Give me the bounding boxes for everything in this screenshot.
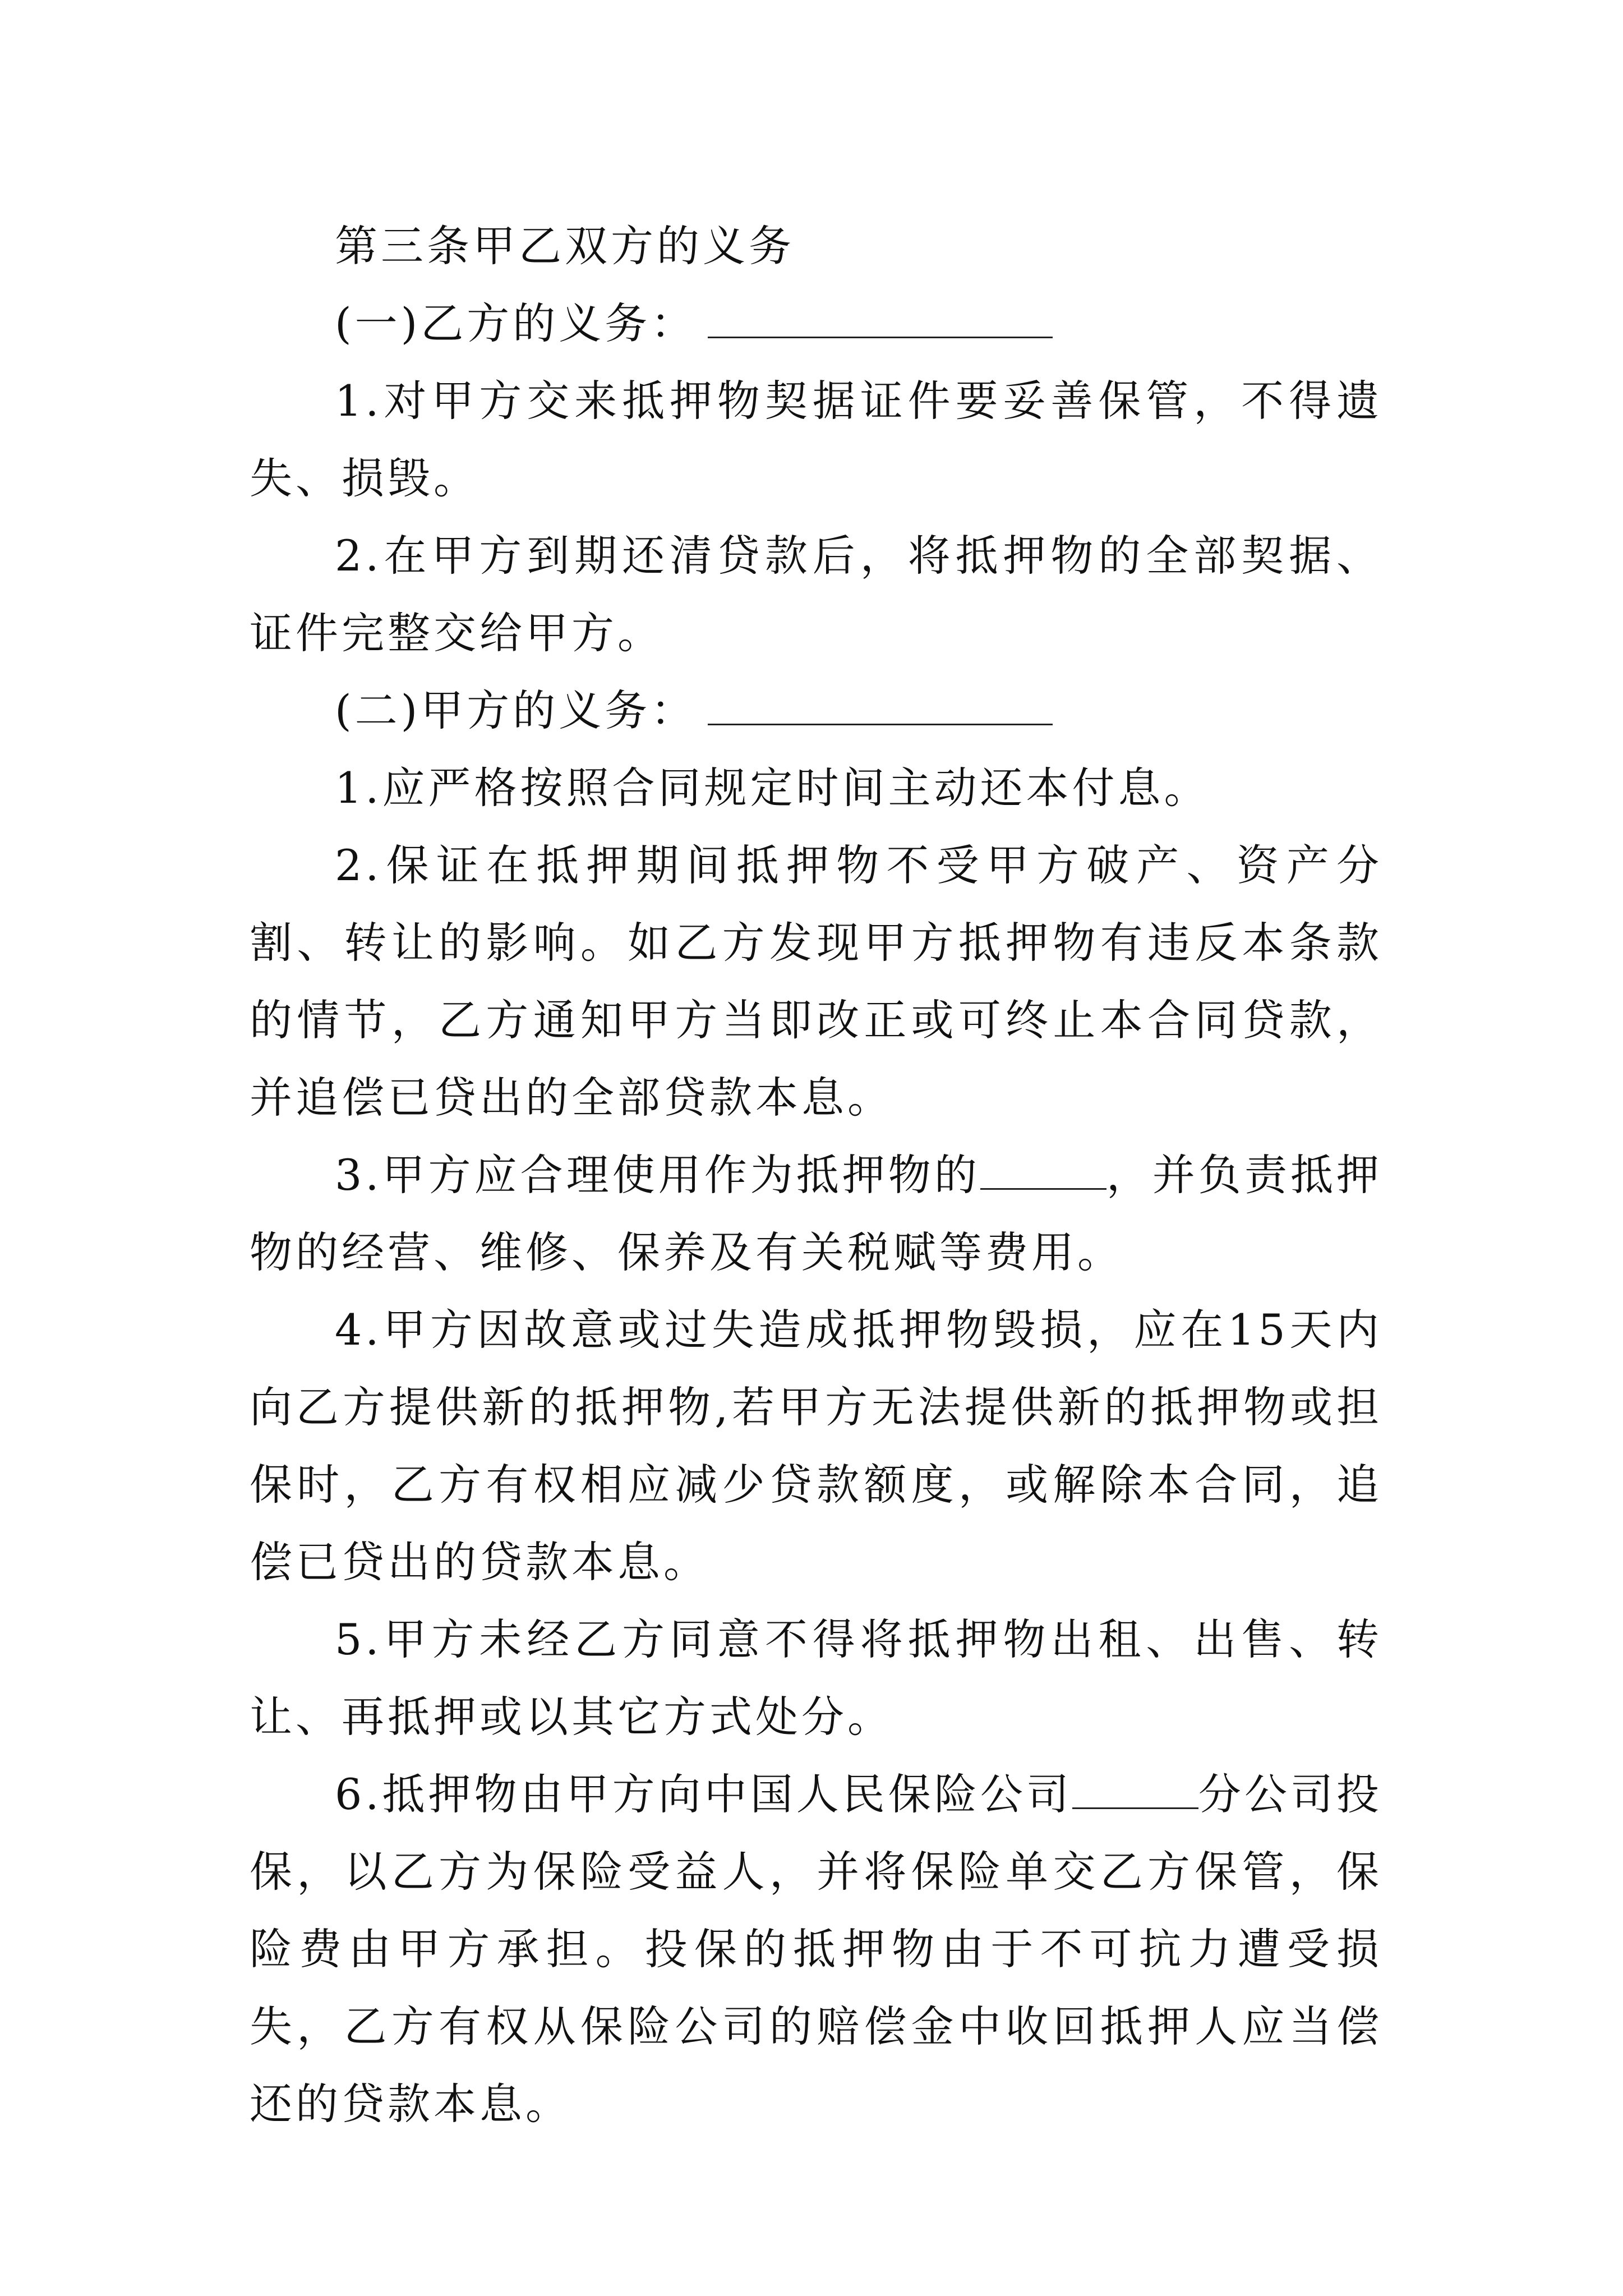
article-heading [250,208,1382,285]
party-b-obligation-1 [250,362,1382,517]
article-heading-text: 第三条甲乙双方的义务 [335,221,795,271]
fill-in-blank [980,1153,1106,1190]
party-a-obligation-6-text-end: 分公司投保，以乙方为保险受益人，并将保险单交乙方保管，保险费由甲方承担。投保的抵押物由于不可抗力遭受损失，乙方有权从保险公司的赔偿金中收回抵押人应当偿还的贷款本息。 [250,1769,1383,2129]
section-title-party-b-text: (一)乙方的义务： [335,298,697,348]
fill-in-blank [708,689,1053,725]
party-a-obligation-1-text: 1.应严格按照合同规定时间主动还本付息。 [335,763,1210,813]
party-a-obligation-6 [250,1756,1382,2143]
section-title-party-a-text: (二)甲方的义务： [335,685,697,735]
fill-in-blank [708,302,1053,338]
fill-in-blank [1072,1773,1198,1809]
section-title-party-a [250,672,1382,749]
party-a-obligation-2 [250,827,1382,1137]
party-a-obligation-6-text-start: 6.抵押物由甲方向中国人民保险公司 [335,1769,1072,1819]
document-body [250,208,1382,2143]
party-a-obligation-1 [250,749,1382,827]
party-a-obligation-5 [250,1601,1382,1756]
party-a-obligation-4-text: 4.甲方因故意或过失造成抵押物毁损，应在15天内向乙方提供新的抵押物,若甲方无法提供新的抵押物或担保时，乙方有权相应减少贷款额度，或解除本合同，追偿已贷出的贷款本息。 [250,1305,1382,1587]
party-a-obligation-5-text: 5.甲方未经乙方同意不得将抵押物出租、出售、转让、再抵押或以其它方式处分。 [250,1614,1382,1742]
party-a-obligation-4 [250,1291,1382,1601]
party-a-obligation-3 [250,1137,1382,1291]
party-b-obligation-2 [250,517,1382,672]
party-b-obligation-2-text: 2.在甲方到期还清贷款后，将抵押物的全部契据、证件完整交给甲方。 [250,531,1382,658]
section-title-party-b [250,285,1382,362]
party-b-obligation-1-text: 1.对甲方交来抵押物契据证件要妥善保管，不得遗失、损毁。 [250,376,1382,503]
party-a-obligation-3-text-end: ，并负责抵押物的经营、维修、保养及有关税赋等费用。 [250,1150,1383,1277]
party-a-obligation-3-text-start: 3.甲方应合理使用作为抵押物的 [335,1150,980,1200]
party-a-obligation-2-text: 2.保证在抵押期间抵押物不受甲方破产、资产分割、转让的影响。如乙方发现甲方抵押物有违反本条款的情节，乙方通知甲方当即改正或可终止本合同贷款，并追偿已贷出的全部贷款本息。 [250,840,1382,1122]
